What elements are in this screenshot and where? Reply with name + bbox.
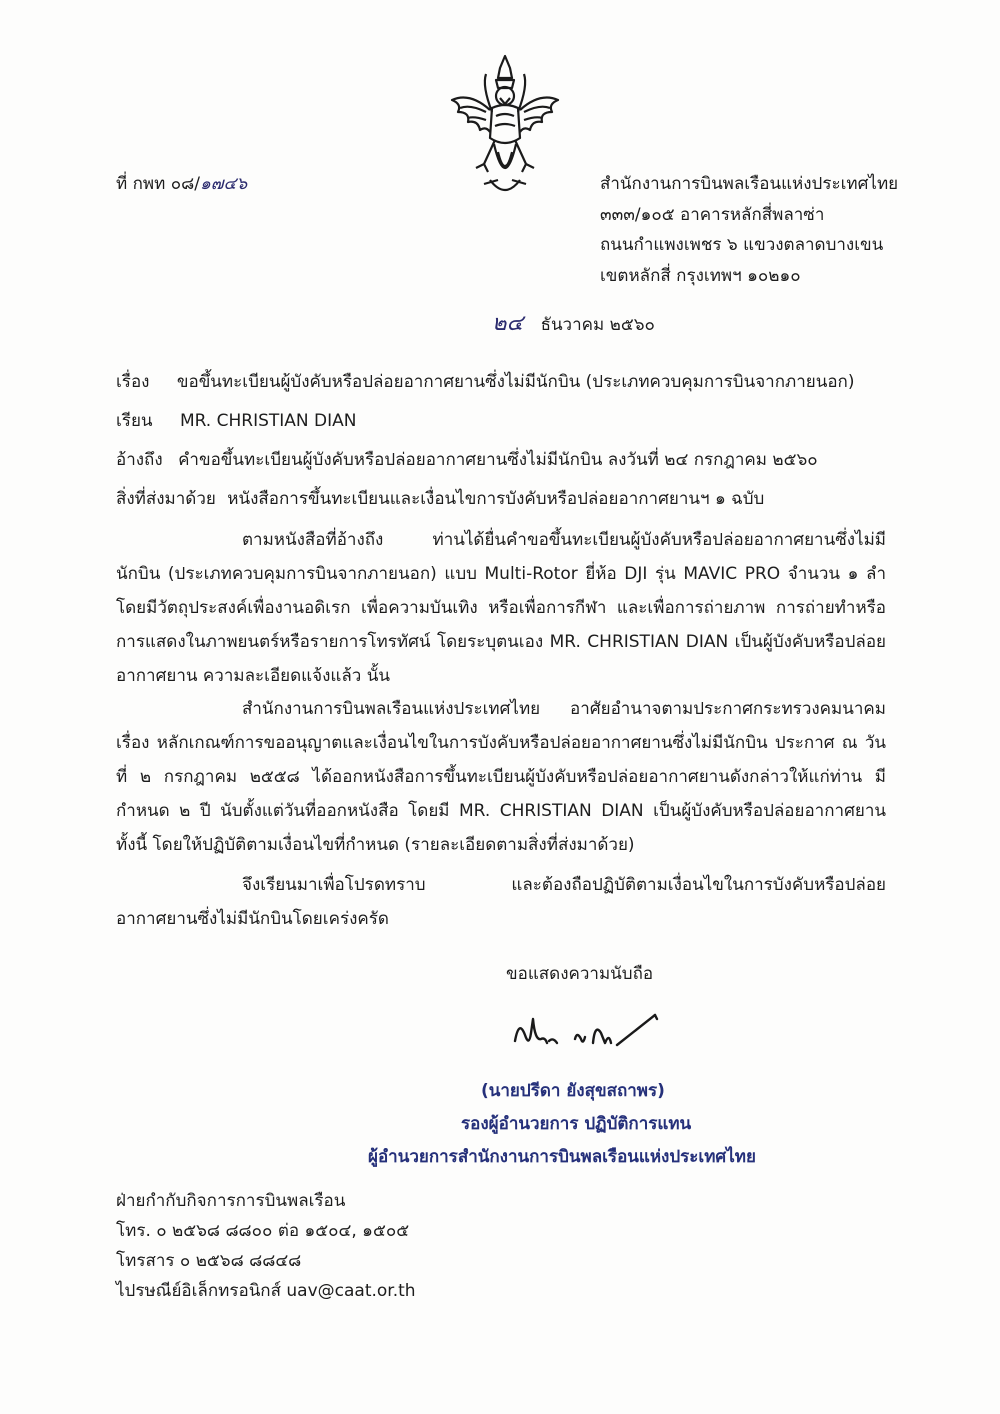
reference-label: อ้างถึง [116,450,163,470]
enclosure-label: สิ่งที่ส่งมาด้วย [116,489,216,509]
ref-handwritten-number: ๑๗๔๖ [199,174,248,194]
signer-title: รองผู้อำนวยการ ปฏิบัติการแทน [461,1114,692,1134]
recipient-line [116,409,357,433]
reference-number [116,172,247,196]
recipient-text: MR. CHRISTIAN DIAN [179,411,357,431]
footer-fax: โทรสาร ๐ ๒๕๖๘ ๘๘๔๘ [116,1251,302,1271]
sender-address-line-3: ถนนกำแพงเพชร ๖ แขวงตลาดบางเขน [600,235,884,255]
body-paragraph-3: จึงเรียนมาเพื่อโปรดทราบ และต้องถือปฏิบัติตามเงื่อนไขในการบังคับหรือปล่อยอากาศยานซึ่งไม่มีนักบินโดยเคร่งครัด [116,875,886,929]
sender-address-line-2: ๓๓๓/๑๐๕ อาคารหลักสี่พลาซ่า [600,205,825,225]
footer-phone: โทร. ๐ ๒๕๖๘ ๘๘๐๐ ต่อ ๑๕๐๔, ๑๕๐๕ [116,1221,410,1241]
date-month-year: ธันวาคม ๒๕๖๐ [540,315,655,335]
sender-address-line-4: เขตหลักสี่ กรุงเทพฯ ๑๐๒๑๐ [600,266,801,286]
sender-address-line-1: สำนักงานการบินพลเรือนแห่งประเทศไทย [600,174,899,194]
enclosure-text: หนังสือการขึ้นทะเบียนและเงื่อนไขการบังคับหรือปล่อยอากาศยานฯ ๑ ฉบับ [227,489,765,509]
recipient-label: เรียน [116,411,153,431]
body-paragraph-2: สำนักงานการบินพลเรือนแห่งประเทศไทย อาศัยอำนาจตามประกาศกระทรวงคมนาคม เรื่อง หลักเกณฑ์การขออนุญาตและเงื่อนไขในการบังคับหรือปล่อยอากาศยานซึ่งไม่มีนักบิน ประกาศ ณ วันที่ ๒ กรกฎาคม ๒๕๕๘ ได้ออกหนังสือการขึ้นทะเบียนผู้บังคับหรือปล่อยอากาศยานดังกล่าวให้แก่ท่าน มีกำหนด ๒ ปี นับตั้งแต่วันที่ออกหนังสือ โดยมี MR. CHRISTIAN DIAN เป็นผู้บังคับหรือปล่อยอากาศยาน ทั้งนี้ โดยให้ปฏิบัติตามเงื่อนไขที่กำหนด (รายละเอียดตามสิ่งที่ส่งมาด้วย) [116,699,886,855]
reference-line [116,448,818,472]
signer-name: (นายปรีดา ยังสุขสถาพร) [481,1081,665,1101]
subject-label: เรื่อง [116,372,150,392]
letter-date [492,312,655,337]
subject-text: ขอขึ้นทะเบียนผู้บังคับหรือปล่อยอากาศยานซึ่งไม่มีนักบิน (ประเภทควบคุมการบินจากภายนอก) [176,372,855,392]
footer-department: ฝ่ายกำกับกิจการการบินพลเรือน [116,1191,346,1211]
garuda-emblem-icon [440,52,570,202]
reference-text: คำขอขึ้นทะเบียนผู้บังคับหรือปล่อยอากาศยานซึ่งไม่มีนักบิน ลงวันที่ ๒๔ กรกฎาคม ๒๕๖๐ [178,450,818,470]
body-paragraph-1: ตามหนังสือที่อ้างถึง ท่านได้ยื่นคำขอขึ้นทะเบียนผู้บังคับหรือปล่อยอากาศยานซึ่งไม่มีนักบิน (ประเภทควบคุมการบินจากภายนอก) แบบ Multi-Rotor ยี่ห้อ DJI รุ่น MAVIC PRO จำนวน ๑ ลำ โดยมีวัตถุประสงค์เพื่องานอดิเรก เพื่อความบันเทิง หรือเพื่อการกีฬา และเพื่อการถ่ายภาพ การถ่ายทำหรือการแสดงในภาพยนตร์หรือรายการโทรทัศน์ โดยระบุตนเอง MR. CHRISTIAN DIAN เป็นผู้บังคับหรือปล่อยอากาศยาน ความละเอียดแจ้งแล้ว นั้น [116,530,886,686]
date-day-handwritten: ๒๔ [492,311,524,336]
handwritten-signature-icon [505,1005,675,1060]
enclosure-line [116,487,764,511]
closing-text: ขอแสดงความนับถือ [506,964,654,984]
signer-organization: ผู้อำนวยการสำนักงานการบินพลเรือนแห่งประเทศไทย [368,1147,756,1167]
subject-line [116,370,855,394]
footer-email: ไปรษณีย์อิเล็กทรอนิกส์ uav@caat.or.th [116,1281,416,1301]
ref-prefix: ที่ กพท ๐๘/ [116,174,200,194]
